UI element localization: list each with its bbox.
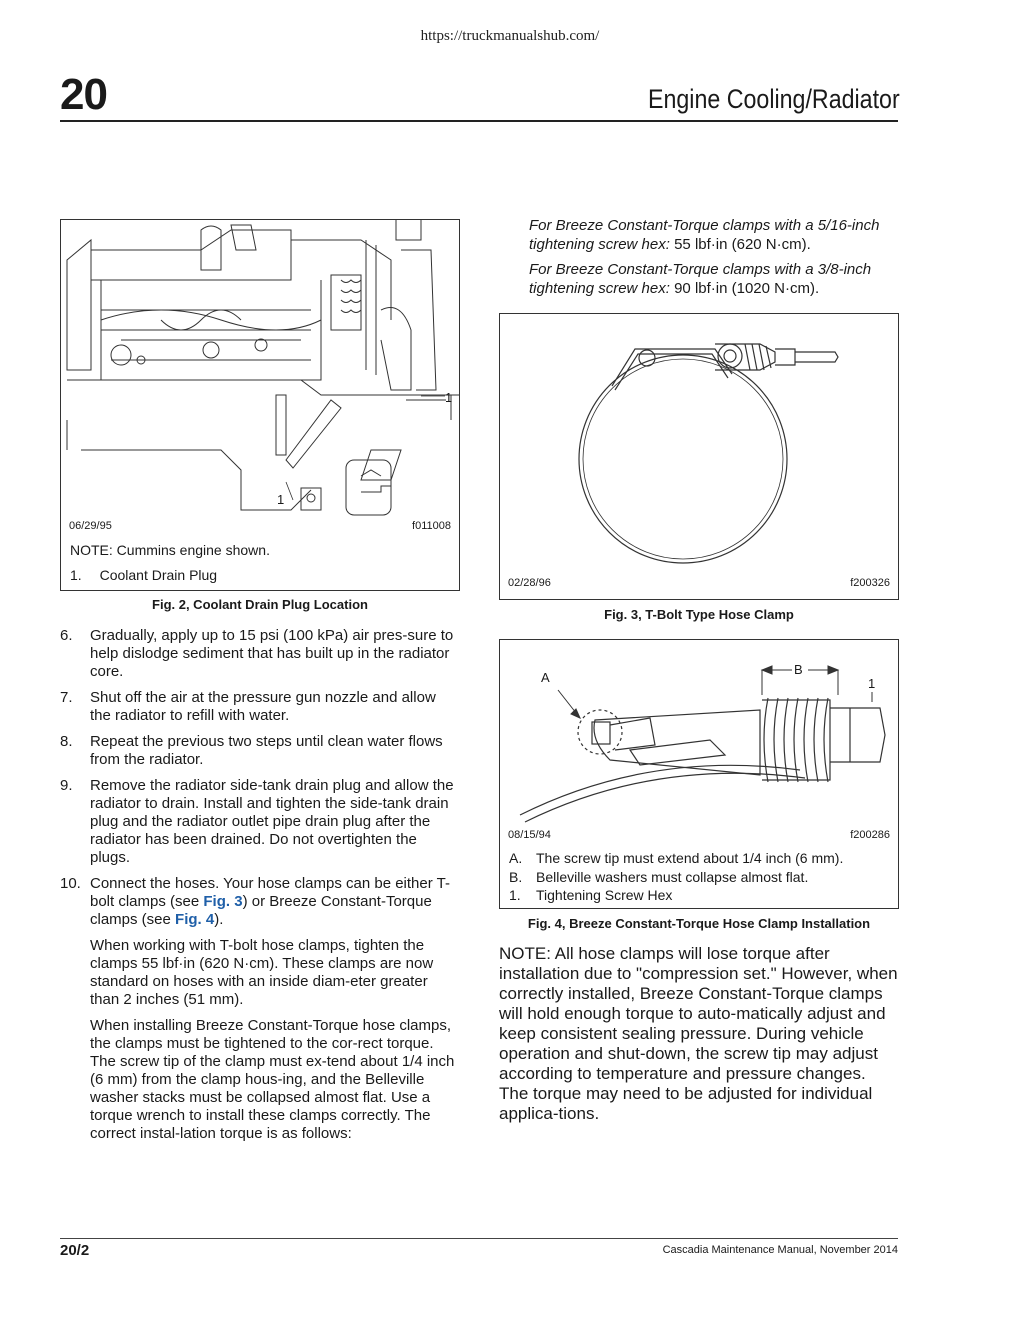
tbolt-paragraph: When working with T-bolt hose clamps, tighten the clamps 55 lbf·in (620 N·cm). These clamps are now standard on hoses with an inside diam-eter greater than 2 inches (51 mm). — [90, 937, 434, 1008]
chapter-number: 20 — [60, 70, 107, 119]
fig2-code: f011008 — [412, 520, 451, 532]
fig2-legend-text: Coolant Drain Plug — [99, 567, 218, 583]
fig4-label-b: B — [794, 662, 803, 677]
figure-3-box — [499, 313, 899, 600]
tbolt-clamp-illustration — [500, 314, 898, 574]
breeze-paragraph: When installing Breeze Constant-Torque hose clamps, the clamps must be tightened to the cor-rect torque. The screw tip of the clamp must ex-tend about 1/4 inch (6 mm) from the clamp hous-ing, and the Belleville washer stacks must be collapsed almost flat. Use a torque wrench to install these clamps correctly. The correct instal-lation torque is as follows: — [90, 1017, 455, 1142]
fig3-date: 02/28/96 — [508, 577, 551, 589]
torque-spec-value: 55 lbf·in (620 N·cm). — [669, 236, 811, 253]
fig3-code: f200326 — [850, 577, 890, 589]
legend-text: The screw tip must extend about 1/4 inch (6 mm). — [536, 850, 844, 866]
breeze-clamp-illustration — [500, 640, 898, 830]
legend-text: Tightening Screw Hex — [536, 887, 673, 903]
step10-text-part2: ) or Breeze Constant-Torque clamps (see — [90, 893, 432, 928]
fig3-link[interactable]: Fig. 3 — [203, 893, 243, 910]
step-number: 8. — [60, 733, 73, 750]
step-text: Repeat the previous two steps until clean water flows from the radiator. — [90, 733, 443, 768]
step-text: Remove the radiator side-tank drain plug and allow the radiator to drain. Install and tighten the side-tank drain plug and the radiator outlet pipe drain plug after the radiator has been drained. Do not overtighten the plugs. — [90, 777, 454, 866]
fig2-legend-item — [70, 567, 217, 583]
step-10 — [60, 875, 460, 929]
fig4-legend-1 — [509, 886, 843, 905]
step-text: Shut off the air at the pressure gun nozzle and allow the radiator to refill with water. — [90, 689, 436, 724]
torque-spec-38 — [529, 260, 901, 298]
fig4-label-1: 1 — [868, 676, 876, 691]
figure-2-box — [60, 219, 460, 591]
fig3-caption: Fig. 3, T-Bolt Type Hose Clamp — [604, 607, 794, 622]
fig4-code: f200286 — [850, 829, 890, 841]
engine-illustration — [61, 220, 459, 520]
step-text: Gradually, apply up to 15 psi (100 kPa) air pres-sure to help dislodge sediment that has built up in the radiator core. — [90, 627, 454, 680]
step-7 — [60, 689, 460, 725]
footer-rule — [60, 1238, 898, 1239]
fig2-legend-num: 1. — [70, 567, 82, 583]
step-text — [90, 875, 460, 929]
step-number: 10. — [60, 875, 81, 892]
header-rule — [60, 120, 898, 122]
fig4-link[interactable]: Fig. 4 — [175, 911, 215, 928]
fig2-note: NOTE: Cummins engine shown. — [70, 542, 270, 558]
fig4-legend — [509, 849, 843, 905]
figure-4-box — [499, 639, 899, 909]
step-number: 6. — [60, 627, 73, 644]
fig2-callout-bottom: 1 — [277, 492, 285, 507]
step-number: 7. — [60, 689, 73, 706]
page-number: 20/2 — [60, 1242, 90, 1259]
step-9 — [60, 777, 460, 867]
compression-set-note: NOTE: All hose clamps will lose torque after installation due to "compression set." However, when correctly installed, Breeze Constant-Torque clamps will hold enough torque to auto-matically adjust and keep consistent sealing pressure. During vehicle operation and shut-down, the screw tip may adjust according to temperature and pressure changes. The torque may need to be adjusted for individual applica-tions. — [499, 944, 898, 1123]
torque-specs — [529, 216, 901, 304]
fig2-date: 06/29/95 — [69, 520, 112, 532]
legend-key: 1. — [509, 887, 521, 903]
step-8 — [60, 733, 460, 769]
fig2-caption: Fig. 2, Coolant Drain Plug Location — [152, 597, 368, 612]
torque-spec-value: 90 lbf·in (1020 N·cm). — [669, 280, 820, 297]
fig4-date: 08/15/94 — [508, 829, 551, 841]
source-url[interactable]: https://truckmanualshub.com/ — [420, 28, 600, 44]
fig4-label-a: A — [541, 670, 550, 685]
fig4-legend-a — [509, 849, 843, 868]
step10-text-part3: ). — [214, 911, 224, 928]
step-6 — [60, 627, 460, 681]
procedure-steps — [60, 627, 460, 1151]
torque-spec-label: For Breeze Constant-Torque clamps with a 3/8-inch tightening screw hex: — [529, 261, 872, 297]
step10-text-part1: Connect the hoses. Your hose clamps can be either T-bolt clamps (see — [90, 875, 450, 910]
fig4-caption: Fig. 4, Breeze Constant-Torque Hose Clamp Installation — [527, 916, 871, 931]
step-number: 9. — [60, 777, 73, 794]
fig2-callout-top: 1 — [445, 390, 453, 405]
legend-key: A. — [509, 850, 523, 866]
torque-spec-516 — [529, 216, 901, 254]
chapter-title: Engine Cooling/Radiator — [648, 84, 900, 114]
legend-key: B. — [509, 868, 523, 885]
fig4-legend-b — [509, 868, 843, 887]
legend-text: Belleville washers must collapse almost flat. — [536, 868, 809, 885]
torque-spec-label: For Breeze Constant-Torque clamps with a 5/16-inch tightening screw hex: — [529, 217, 880, 253]
manual-title: Cascadia Maintenance Manual, November 2014 — [662, 1244, 898, 1256]
